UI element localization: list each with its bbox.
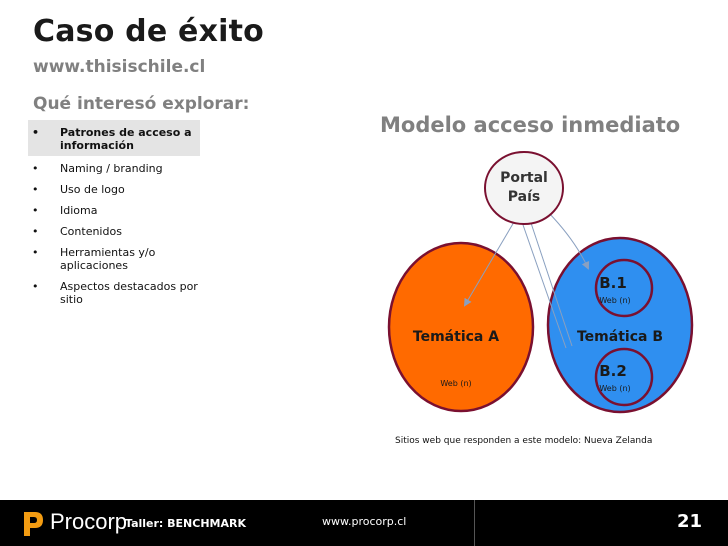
footer-bar [0,500,728,546]
bullet-marker: • [32,246,39,259]
bullet-label: Contenidos [60,225,122,238]
bullet-marker: • [32,183,39,196]
tematica-b-label: Temática B [576,329,664,345]
workshop-label: Taller: BENCHMARK [125,517,246,530]
portal-label-line1: Portal [500,170,548,186]
b2-web-label: Web (n) [599,384,631,393]
brand-name: Procorp [50,509,128,534]
bullet-marker: • [32,204,39,217]
bullet-label: Uso de logo [60,183,125,196]
portal-shape [485,152,563,224]
page-number: 21 [676,511,702,532]
bullet-label: Aspectos destacados por sitio [60,280,198,306]
bullet-marker: • [32,225,39,238]
tematica-a-label: Temática A [412,329,500,345]
footer-site-link[interactable]: www.procorp.cl [322,515,407,528]
portal-label-line2: País [507,189,541,205]
b1-label: B.1 [599,274,627,292]
bullet-label: Idioma [60,204,98,217]
bullet-label: Patrones de acceso a información [60,126,192,152]
footer-divider [474,500,475,546]
explore-heading: Qué interesó explorar: [33,94,250,114]
bullet-marker: • [32,280,39,293]
tematica-a-web-label: Web (n) [440,379,472,388]
slide-title: Caso de éxito [33,14,264,49]
bullet-marker: • [32,126,40,139]
b1-web-label: Web (n) [599,296,631,305]
diagram-title: Modelo acceso inmediato [380,113,681,137]
procorp-logo-icon [22,510,44,538]
bullet-marker: • [32,162,39,175]
b2-label: B.2 [599,362,627,380]
bullet-label: Naming / branding [60,162,163,175]
bullet-label: Herramientas y/o aplicaciones [60,246,156,272]
slide-subtitle: www.thisischile.cl [33,57,206,77]
model-note: Sitios web que responden a este modelo: Nueva Zelanda [395,436,653,446]
